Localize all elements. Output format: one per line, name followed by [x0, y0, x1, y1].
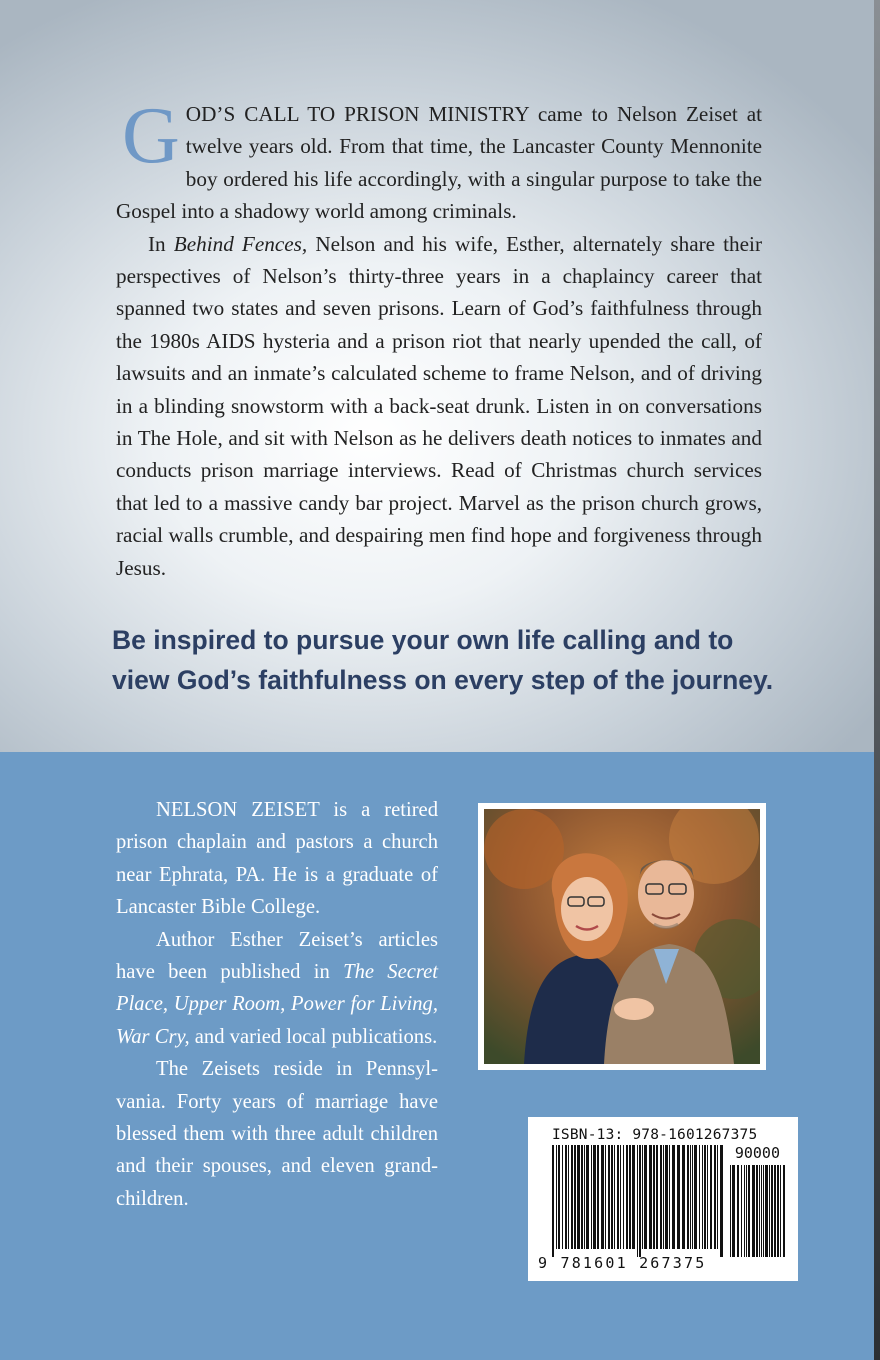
barcode-bar	[574, 1145, 576, 1249]
barcode-bar	[577, 1145, 580, 1249]
isbn-digits: 9 781601 267375	[538, 1254, 707, 1272]
barcode-bar	[605, 1145, 606, 1249]
tagline: Be inspired to pursue your own life calling and to view God’s faithfulness on every step of the journey.	[112, 625, 774, 695]
barcode-bar	[581, 1145, 583, 1249]
barcode-addon-bar	[759, 1165, 760, 1257]
barcode-bar	[682, 1145, 685, 1249]
book-blurb	[116, 92, 763, 584]
barcode-addon-bar	[756, 1165, 758, 1257]
barcode-bar	[632, 1145, 635, 1249]
barcode-bar	[694, 1145, 697, 1249]
barcode-bar	[692, 1145, 693, 1249]
barcode-bar	[562, 1145, 563, 1249]
barcode-addon-bar	[774, 1165, 776, 1257]
bio-paragraph-1: NELSON ZEISET is a retired prison chaplain and pastors a church near Ephrata, PA. He is a graduate of Lancaster Bible College.	[116, 799, 438, 919]
barcode-addon-bar	[771, 1165, 773, 1257]
author-photo	[484, 809, 760, 1064]
barcode-addon-bar	[761, 1165, 762, 1257]
barcode-bar	[656, 1145, 658, 1249]
book-title: Behind Fences,	[173, 231, 308, 256]
barcode-bar	[637, 1145, 638, 1257]
barcode-bar	[568, 1145, 569, 1249]
bio-paragraph-2	[116, 924, 438, 1054]
price-code: 90000	[734, 1144, 780, 1162]
barcode-bar	[565, 1145, 567, 1249]
author-bio	[116, 794, 438, 1215]
barcode-bar	[642, 1145, 643, 1249]
barcode-bar	[669, 1145, 670, 1249]
barcode-bar	[644, 1145, 647, 1249]
barcode-addon-bar	[748, 1165, 750, 1257]
barcode-addon-bar	[780, 1165, 781, 1257]
bio-paragraph-3: The Zeisets reside in Pennsyl-vania. Forty years of marriage have blessed them with three adult children and their spouses, and eleven grand-children.	[116, 1058, 438, 1210]
barcode-bar	[556, 1145, 557, 1249]
barcode-bar	[710, 1145, 712, 1249]
barcode-bar	[707, 1145, 708, 1249]
barcode-bar	[690, 1145, 691, 1249]
bio-p2-tail: and varied local publications.	[189, 1025, 438, 1048]
barcode-bar	[704, 1145, 706, 1249]
barcode-addon-bar	[763, 1165, 764, 1257]
barcode-bar	[660, 1145, 662, 1249]
barcode-addon-bar	[765, 1165, 768, 1257]
barcode-bar	[623, 1145, 624, 1249]
barcode-bar	[672, 1145, 675, 1249]
barcode-bar	[571, 1145, 573, 1249]
barcode-bar	[611, 1145, 613, 1249]
barcode-bar	[677, 1145, 680, 1249]
barcode-addon-bar	[737, 1165, 739, 1257]
barcode-bar	[552, 1145, 554, 1257]
barcode-bar	[702, 1145, 703, 1249]
barcode-bar	[591, 1145, 592, 1249]
barcode-bar	[586, 1145, 589, 1249]
barcode-addon-bar	[744, 1165, 745, 1257]
barcode-bar	[620, 1145, 621, 1249]
blurb-p1-text: OD’S CALL TO PRISON MINISTRY came to Nelson Zeiset at twelve years old. From that time, the Lancaster County Mennonite boy ordered his life accordingly, with a singular purpose to take the Gospel into a shadowy world among criminals.	[116, 102, 762, 224]
barcode-bar	[601, 1145, 604, 1249]
blurb-p2-lead: In	[148, 231, 174, 256]
isbn-label: ISBN-13: 978-1601267375	[552, 1127, 758, 1143]
author-photo-frame	[478, 803, 766, 1070]
barcode-bar	[653, 1145, 655, 1249]
barcode-bar	[626, 1145, 628, 1249]
spine-edge	[874, 0, 880, 1360]
barcode-bar	[617, 1145, 619, 1249]
barcode-addon-bar	[746, 1165, 747, 1257]
barcode-addon-bar	[769, 1165, 770, 1257]
barcode	[528, 1117, 798, 1281]
publication-list: The Secret Place, Upper Room, Power for Living, War Cry,	[116, 961, 439, 1048]
barcode-bar	[714, 1145, 716, 1249]
barcode-bar	[699, 1145, 700, 1249]
barcode-bar	[720, 1145, 723, 1257]
author-photo-illustration	[484, 809, 760, 1064]
barcode-bar	[639, 1145, 641, 1257]
blurb-p2-text: Nelson and his wife, Esther, alternately share their perspectives of Nelson’s thirty-three years in a chaplaincy career that spanned two states and seven prisons. Learn of God’s faithfulness through the 1980s AIDS hysteria and a prison riot that nearly upended the call, of lawsuits and an inmate’s calculated scheme to frame Nelson, and of driving in a blinding snowstorm with a back-seat drunk. Listen in on conversations in The Hole, and sit with Nelson as he delivers death notices to inmates and conducts prison marriage interviews. Read of Christmas church services that led to a massive candy bar project. Marvel as the prison church grows, racial walls crumble, and despairing men find hope and forgiveness through Jesus.	[116, 231, 763, 580]
barcode-bar	[663, 1145, 664, 1249]
barcode-bar	[558, 1145, 560, 1249]
barcode-bar	[649, 1145, 652, 1249]
barcode-bar	[629, 1145, 631, 1249]
barcode-bar	[608, 1145, 610, 1249]
barcode-bar	[687, 1145, 689, 1249]
barcode-bar	[717, 1145, 718, 1249]
bio-p2-lead: Author Esther Zeiset’s articles have been published in	[116, 928, 438, 984]
barcode-addon-bar	[777, 1165, 779, 1257]
barcode-addon-bar	[752, 1165, 755, 1257]
barcode-addon-bar	[732, 1165, 735, 1257]
barcode-bar	[584, 1145, 585, 1249]
barcode-bar	[593, 1145, 596, 1249]
barcode-addon-bar	[783, 1165, 785, 1257]
barcode-addon-bar	[741, 1165, 742, 1257]
drop-cap: G	[122, 92, 180, 180]
barcode-bar	[614, 1145, 615, 1249]
barcode-bar	[665, 1145, 668, 1249]
blurb-paragraph-1	[116, 92, 762, 228]
barcode-addon-bar	[730, 1165, 731, 1257]
blurb-paragraph-2	[116, 228, 762, 584]
barcode-bar	[597, 1145, 599, 1249]
